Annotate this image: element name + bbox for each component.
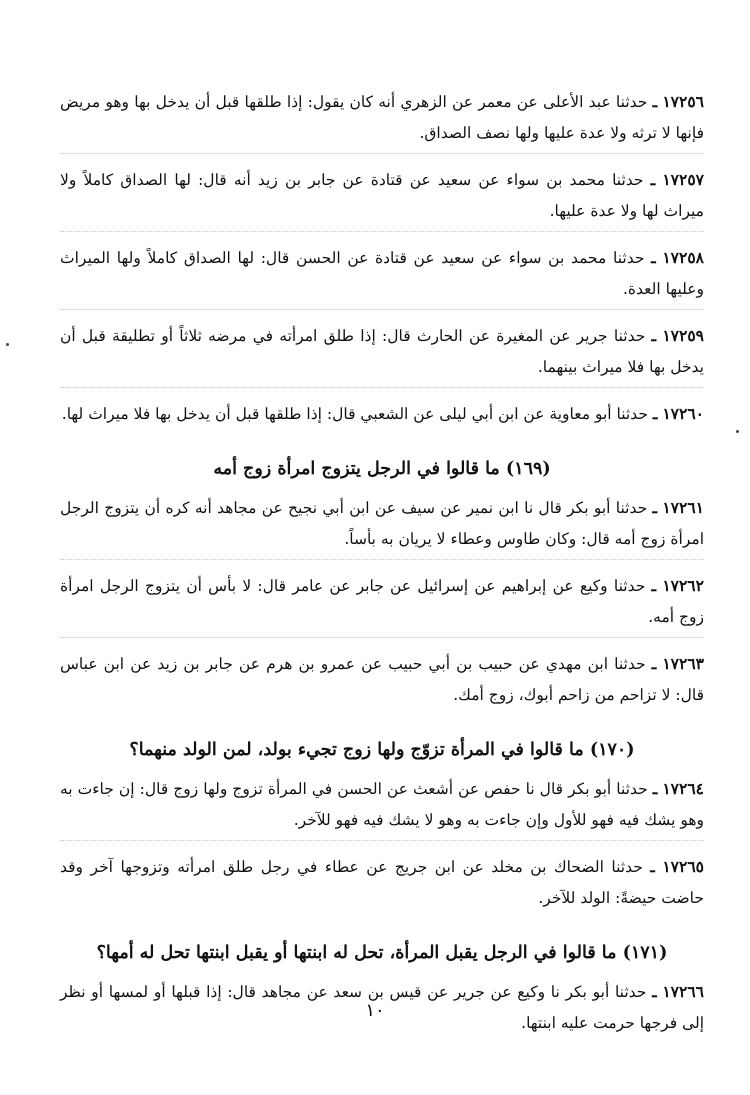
hadith-dash: ـ bbox=[650, 170, 656, 189]
hadith-number: ١٧٢٥٧ bbox=[662, 170, 704, 189]
page-number: ١٠ bbox=[365, 1000, 385, 1021]
hadith-text: حدثنا أبو بكر قال نا حفص عن أشعث عن الحسن في المرأة تزوج ولها زوج قال: إن جاءت به وهو يشك فيه فهو للأول وإن جاءت به وهو لا يشك فيه فهو للآخر. bbox=[60, 780, 704, 829]
hadith-number: ١٧٢٦٦ bbox=[662, 982, 704, 1001]
hadith-dash: ـ bbox=[651, 654, 657, 673]
hadith-entry bbox=[60, 320, 704, 388]
hadith-entry bbox=[60, 851, 704, 918]
chapter-heading: (١٧١) ما قالوا في الرجل يقبل المرأة، تحل له ابنتها أو يقبل ابنتها تحل له أمها؟ bbox=[96, 943, 668, 963]
chapter-heading: (١٧٠) ما قالوا في المرأة تزوّج ولها زوج تجيء بولد، لمن الولد منهما؟ bbox=[129, 740, 635, 760]
hadith-dash: ـ bbox=[651, 576, 657, 595]
hadith-entry bbox=[60, 570, 704, 638]
hadith-entry bbox=[60, 164, 704, 232]
hadith-text: حدثنا وكيع عن إبراهيم عن إسرائيل عن جابر عن عامر قال: لا بأس أن يتزوج الرجل امرأة زوج أمه. bbox=[60, 577, 704, 626]
scan-speck bbox=[6, 343, 9, 346]
hadith-number: ١٧٢٦١ bbox=[662, 498, 704, 517]
hadith-text: حدثنا أبو بكر قال نا ابن نمير عن سيف عن ابن أبي نجيح عن مجاهد أنه كره أن يتزوج الرجل امرأة زوج أمه قال: وكان طاوس وعطاء لا يريان به بأساً. bbox=[60, 499, 704, 548]
hadith-dash: ـ bbox=[652, 498, 658, 517]
hadith-number: ١٧٢٥٨ bbox=[662, 248, 704, 267]
hadith-text: حدثنا أبو معاوية عن ابن أبي ليلى عن الشعبي قال: إذا طلقها قبل أن يدخل بها فلا ميراث لها. bbox=[61, 405, 648, 423]
scan-speck bbox=[736, 430, 739, 433]
hadith-entry bbox=[60, 398, 704, 434]
hadith-dash: ـ bbox=[652, 982, 657, 1001]
hadith-text: حدثنا الضحاك بن مخلد عن ابن جريج عن عطاء في رجل طلق امرأته وتزوجها آخر وقد حاضت حيضةً: الولد للآخر. bbox=[60, 858, 704, 907]
hadith-number: ١٧٢٦٥ bbox=[662, 857, 704, 876]
hadith-entry bbox=[60, 86, 704, 154]
hadith-dash: ـ bbox=[652, 92, 658, 111]
hadith-dash: ـ bbox=[652, 779, 658, 798]
hadith-text: حدثنا ابن مهدي عن حبيب بن أبي حبيب عن عمرو بن هرم عن جابر بن زيد عن ابن عباس قال: لا تزاحم من زاحم أبوك، زوج أمك. bbox=[60, 655, 704, 704]
hadith-text: حدثنا عبد الأعلى عن معمر عن الزهري أنه كان يقول: إذا طلقها قبل أن يدخل بها وهو مريض فإنها لا ترثه ولا عدة عليها ولها نصف الصداق. bbox=[60, 93, 704, 142]
hadith-entry bbox=[60, 242, 704, 310]
hadith-number: ١٧٢٦٤ bbox=[662, 779, 704, 798]
hadith-entry bbox=[60, 773, 704, 841]
hadith-dash: ـ bbox=[651, 326, 657, 345]
hadith-number: ١٧٢٦٠ bbox=[662, 404, 704, 423]
hadith-number: ١٧٢٦٣ bbox=[662, 654, 704, 673]
hadith-entry bbox=[60, 648, 704, 715]
hadith-dash: ـ bbox=[652, 404, 658, 423]
hadith-text: حدثنا محمد بن سواء عن سعيد عن قتادة عن الحسن قال: لها الصداق كاملاً ولها الميراث وعليها العدة. bbox=[60, 249, 704, 298]
hadith-text: حدثنا محمد بن سواء عن سعيد عن قتادة عن جابر بن زيد أنه قال: لها الصداق كاملاً ولا ميراث لها ولا عدة عليها. bbox=[60, 171, 704, 220]
hadith-text: حدثنا جرير عن المغيرة عن الحارث قال: إذا طلق امرأته في مرضه ثلاثاً أو تطليقة قبل أن يدخل بها فلا ميراث بينهما. bbox=[60, 327, 704, 376]
hadith-entry bbox=[60, 492, 704, 560]
page-body bbox=[60, 86, 704, 1053]
chapter-heading: (١٦٩) ما قالوا في الرجل يتزوج امرأة زوج أمه bbox=[213, 459, 551, 479]
hadith-dash: ـ bbox=[651, 248, 656, 267]
hadith-dash: ـ bbox=[650, 857, 655, 876]
hadith-number: ١٧٢٦٢ bbox=[662, 576, 704, 595]
hadith-number: ١٧٢٥٦ bbox=[662, 92, 704, 111]
hadith-text: حدثنا أبو بكر نا وكيع عن جرير عن قيس بن سعد عن مجاهد قال: إذا قبلها أو لمسها أو نظر إلى فرجها حرمت عليه ابنتها. bbox=[60, 983, 704, 1032]
hadith-number: ١٧٢٥٩ bbox=[662, 326, 704, 345]
